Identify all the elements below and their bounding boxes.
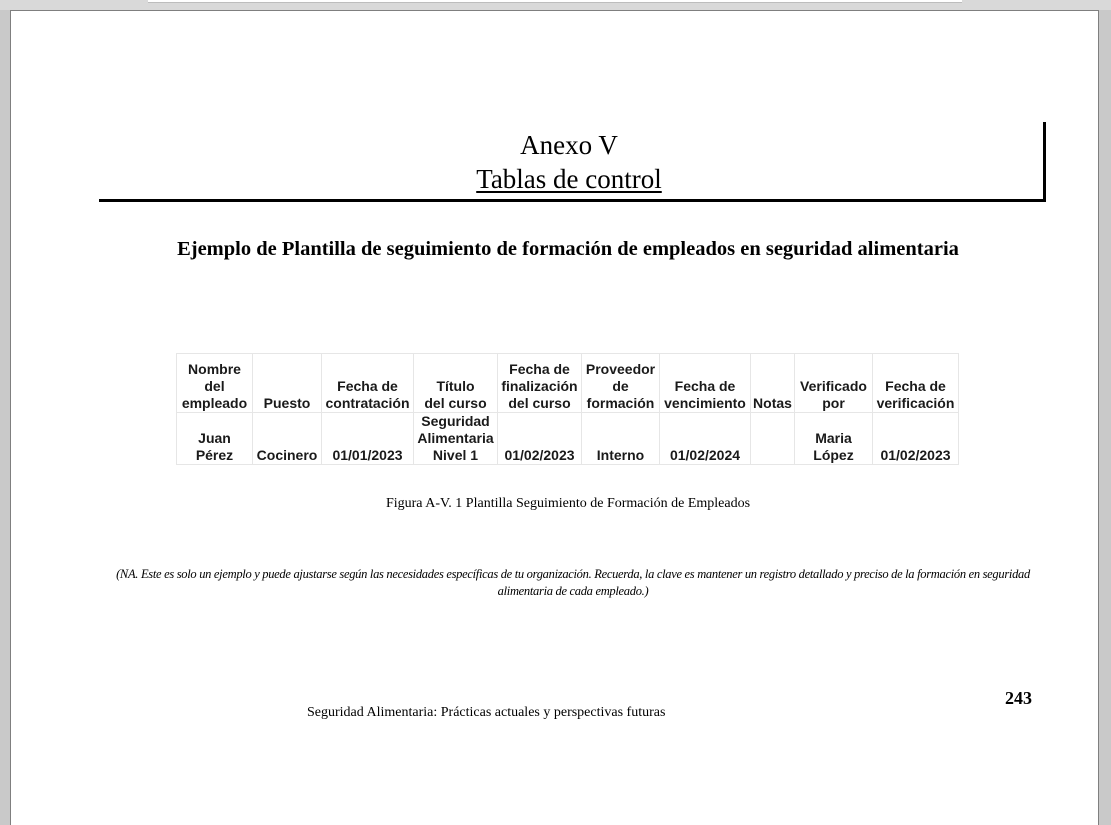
header-cell-fecha-verificacion [873, 354, 959, 413]
figure-caption: Figura A-V. 1 Plantilla Seguimiento de Formación de Empleados [385, 496, 751, 511]
page-footer: Seguridad Alimentaria: Prácticas actuales y perspectivas futuras [307, 705, 666, 720]
header-line: del [204, 378, 225, 394]
cell-notas [751, 413, 795, 465]
cell-line: 01/01/2023 [332, 447, 403, 463]
header-line: Fecha de [885, 378, 946, 394]
header-cell-titulo-curso [414, 354, 498, 413]
cell-line: 01/02/2024 [669, 447, 741, 463]
cell-line: Interno [596, 447, 645, 463]
header-cell-fecha-finalizacion [498, 354, 582, 413]
cell-line: Pérez [195, 447, 234, 463]
header-line: Verificado [800, 378, 867, 394]
annex-title: Anexo V [520, 130, 618, 160]
cell-line: Nivel 1 [432, 447, 479, 463]
header-cell-nombre [177, 354, 253, 413]
section-title: Ejemplo de Plantilla de seguimiento de formación de empleados en seguridad alimentaria [177, 238, 959, 260]
document-page [10, 10, 1099, 825]
header-line: verificación [876, 395, 955, 411]
table-row [177, 413, 959, 465]
cell-fecha-contratacion [322, 413, 414, 465]
header-line: formación [586, 395, 655, 411]
cell-nombre [177, 413, 253, 465]
header-line: Título [436, 378, 475, 394]
cell-line: 01/02/2023 [504, 447, 575, 463]
header-line: por [822, 395, 845, 411]
cell-verificado-por [795, 413, 873, 465]
cell-line: Cocinero [256, 447, 318, 463]
header-line: del curso [508, 395, 571, 411]
header-cell-puesto [253, 354, 322, 413]
annex-subtitle: Tablas de control [476, 164, 662, 194]
header-cell-verificado-por [795, 354, 873, 413]
header-line: vencimiento [664, 395, 746, 411]
cell-fecha-finalizacion [498, 413, 582, 465]
previous-page-edge [0, 0, 1111, 10]
cell-line: López [813, 447, 854, 463]
annex-header [99, 122, 1046, 202]
table-header-row [177, 354, 959, 413]
cell-proveedor [582, 413, 660, 465]
header-line: finalización [501, 378, 578, 394]
header-line: Proveedor [585, 361, 656, 377]
cell-puesto [253, 413, 322, 465]
cell-line: Juan [198, 430, 231, 446]
header-cell-notas [751, 354, 795, 413]
author-note: (NA. Este es solo un ejemplo y puede ajustarse según las necesidades específicas de tu organización. Recuerda, la clave es mantener un registro detallado y preciso de la formación en seguridad alimentaria de cada empleado.) [116, 567, 1030, 598]
header-cell-fecha-vencimiento [660, 354, 751, 413]
previous-page-bottom [148, 0, 962, 3]
header-line: Fecha de [674, 378, 736, 394]
training-tracking-table [176, 353, 959, 465]
cell-line: Seguridad [421, 413, 490, 429]
header-line: de [612, 378, 629, 394]
header-line: empleado [181, 395, 248, 411]
header-line: Fecha de [509, 361, 570, 377]
cell-fecha-verificacion [873, 413, 959, 465]
header-line: contratación [325, 395, 410, 411]
cell-line: 01/02/2023 [880, 447, 951, 463]
header-line: Fecha de [337, 378, 398, 394]
cell-titulo-curso [414, 413, 498, 465]
page-number: 243 [1005, 688, 1032, 708]
cell-fecha-vencimiento [660, 413, 751, 465]
header-line: Nombre [188, 361, 241, 377]
cell-line: Maria [815, 430, 852, 446]
header-line: Puesto [263, 395, 311, 411]
header-line: del curso [424, 395, 487, 411]
header-cell-fecha-contratacion [322, 354, 414, 413]
header-line: Notas [753, 395, 792, 411]
header-cell-proveedor [582, 354, 660, 413]
cell-line: Alimentaria [417, 430, 494, 446]
